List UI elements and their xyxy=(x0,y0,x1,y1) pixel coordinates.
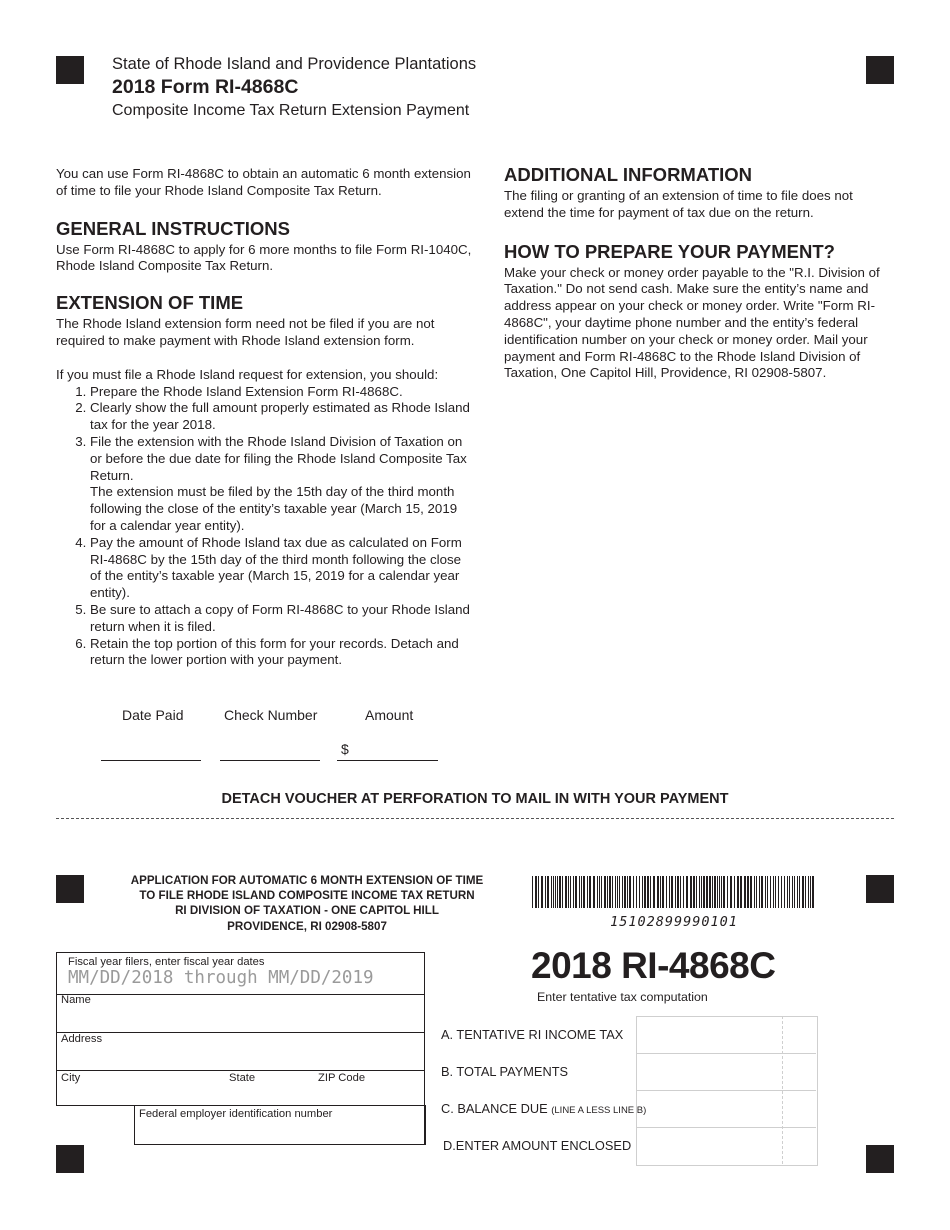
application-title-line: RI DIVISION OF TAXATION - ONE CAPITOL HILL xyxy=(175,904,439,918)
extension-of-time-text: The Rhode Island extension form need not be filed if you are not required to make payment with Rhode Island extension form. xyxy=(56,316,435,348)
barcode-bar xyxy=(551,876,552,908)
payment-heading: HOW TO PREPARE YOUR PAYMENT? xyxy=(504,240,835,262)
step-text: File the extension with the Rhode Island Division of Taxation on or before the due date for filing the Rhode Island Composite Tax Return. xyxy=(90,433,467,483)
general-instructions-text: Use Form RI-4868C to apply for 6 more months to file Form RI-1040C, Rhode Island Composite Tax Return. xyxy=(56,241,472,274)
barcode-bar xyxy=(799,876,800,908)
barcode-bar xyxy=(717,876,718,908)
barcode-bar xyxy=(775,876,776,908)
barcode-bar xyxy=(669,876,670,908)
barcode-bar xyxy=(581,876,582,908)
barcode-bar xyxy=(693,876,695,908)
line-d-label: D.ENTER AMOUNT ENCLOSED xyxy=(443,1138,632,1153)
amount-label: Amount xyxy=(365,707,414,723)
barcode-bar xyxy=(730,876,732,908)
barcode-bar xyxy=(675,876,676,908)
barcode-bar xyxy=(629,876,631,908)
barcode-bar xyxy=(627,876,628,908)
zip-code-label: ZIP Code xyxy=(318,1072,366,1084)
barcode-bar xyxy=(737,876,739,908)
barcode-bar xyxy=(535,876,537,908)
barcode-bar xyxy=(756,876,757,908)
barcode-bar xyxy=(750,876,752,908)
barcode-bar xyxy=(747,876,749,908)
barcode-bar xyxy=(696,876,697,908)
barcode-bar xyxy=(810,876,811,908)
zip-code-field[interactable] xyxy=(314,1085,422,1104)
barcode-bar xyxy=(538,876,539,908)
city-label: City xyxy=(61,1072,81,1084)
general-instructions-heading: GENERAL INSTRUCTIONS xyxy=(56,217,291,239)
barcode-bar xyxy=(547,876,549,908)
barcode-bar xyxy=(686,876,688,908)
barcode-bar xyxy=(662,876,664,908)
application-title xyxy=(98,873,516,934)
fiscal-year-label: Fiscal year filers, enter fiscal year dates xyxy=(68,956,265,968)
step-note: The extension must be filed by the 15th day of the third month following the close of the entity’s taxable year (March 15, 2019 for a calendar year entity). xyxy=(90,484,458,533)
barcode-bar xyxy=(792,876,793,908)
barcode-number: 15102899990101 xyxy=(610,914,738,930)
barcode-bar xyxy=(690,876,692,908)
barcode-bar xyxy=(647,876,649,908)
name-field[interactable] xyxy=(57,1007,423,1031)
barcode-bar xyxy=(703,876,705,908)
state-name: State of Rhode Island and Providence Plantations xyxy=(112,55,477,73)
barcode-bar xyxy=(562,876,563,908)
fein-label: Federal employer identification number xyxy=(139,1108,333,1120)
barcode-bar xyxy=(734,876,735,908)
barcode-bar xyxy=(565,876,567,908)
line-a-input[interactable] xyxy=(637,1017,782,1053)
barcode-bar xyxy=(597,876,598,908)
barcode-bar xyxy=(583,876,585,908)
barcode-bar xyxy=(575,876,577,908)
application-title-line: TO FILE RHODE ISLAND COMPOSITE INCOME TAX RETURN xyxy=(139,889,475,903)
city-field[interactable] xyxy=(57,1085,217,1104)
instructions-right-column xyxy=(504,164,896,382)
application-title-line: APPLICATION FOR AUTOMATIC 6 MONTH EXTENSION OF TIME xyxy=(130,874,484,887)
barcode-bar xyxy=(633,876,634,908)
registration-mark xyxy=(56,1145,84,1173)
barcode-bar xyxy=(604,876,606,908)
barcode-bar xyxy=(642,876,643,908)
steps-intro: If you must file a Rhode Island request for extension, you should: xyxy=(56,366,439,382)
barcode-bar xyxy=(714,876,716,908)
barcode-bar xyxy=(794,876,795,908)
line-b-input[interactable] xyxy=(637,1054,782,1090)
barcode-bar xyxy=(599,876,600,908)
barcode-bar xyxy=(699,876,700,908)
barcode-bar xyxy=(781,876,782,908)
address-field[interactable] xyxy=(57,1046,423,1069)
barcode-bar xyxy=(773,876,774,908)
list-item: 1. Prepare the Rhode Island Extension Form RI-4868C. xyxy=(90,384,472,401)
perforation-line xyxy=(56,818,894,819)
amount-field[interactable] xyxy=(337,760,438,761)
barcode-bar xyxy=(636,876,637,908)
barcode-bar xyxy=(573,876,574,908)
barcode-bar xyxy=(607,876,608,908)
barcode-bar xyxy=(589,876,591,908)
barcode-bar xyxy=(568,876,569,908)
date-paid-field[interactable] xyxy=(101,760,201,761)
barcode-bar xyxy=(615,876,616,908)
barcode-bar xyxy=(619,876,620,908)
fiscal-year-input[interactable]: MM/DD/2018 through MM/DD/2019 xyxy=(68,968,374,988)
registration-mark xyxy=(56,875,84,903)
form-subtitle: Composite Income Tax Return Extension Payment xyxy=(112,102,470,119)
divider xyxy=(56,1032,425,1033)
list-item: 2. Clearly show the full amount properly estimated as Rhode Island tax for the year 2018. xyxy=(90,400,472,434)
barcode-bar xyxy=(657,876,659,908)
intro-text: You can use Form RI-4868C to obtain an automatic 6 month extension of time to file your Rhode Island Composite Tax Return. xyxy=(56,166,471,198)
registration-mark xyxy=(56,56,84,84)
voucher-subtitle: Enter tentative tax computation xyxy=(537,990,708,1004)
barcode-bar xyxy=(622,876,623,908)
list-item: 6. Retain the top portion of this form for your records. Detach and return the lower portion with your payment. xyxy=(90,636,472,670)
line-d-input[interactable] xyxy=(637,1128,782,1164)
barcode-bar xyxy=(721,876,722,908)
barcode-bar xyxy=(744,876,746,908)
barcode-bar xyxy=(677,876,679,908)
barcode-bar xyxy=(805,876,806,908)
general-instructions-section xyxy=(56,218,472,276)
address-label: Address xyxy=(61,1033,103,1045)
barcode-bar xyxy=(712,876,713,908)
barcode-bar xyxy=(557,876,558,908)
barcode xyxy=(531,876,817,908)
voucher-title: 2018 RI-4868C xyxy=(531,945,776,986)
line-c-text: C. BALANCE DUE xyxy=(441,1101,548,1116)
barcode-bar xyxy=(701,876,702,908)
instructions-left-column xyxy=(56,166,472,669)
registration-mark xyxy=(866,875,894,903)
payment-text: Make your check or money order payable to the "R.I. Division of Taxation." Do not send cash. Make sure the entity’s name and address appear on your check or money order. Write "Form RI-4868C", your daytime phone number and the entity’s federal identification number on your check or money order. Mail your payment and Form RI-4868C to the Rhode Island Division of Taxation, One Capitol Hill, Providence, RI 02908-5807. xyxy=(504,264,880,381)
line-c-label xyxy=(441,1101,646,1116)
barcode-bar xyxy=(644,876,646,908)
check-number-field[interactable] xyxy=(220,760,320,761)
barcode-bar xyxy=(587,876,588,908)
barcode-bar xyxy=(812,876,814,908)
barcode-bar xyxy=(650,876,651,908)
barcode-bar xyxy=(653,876,655,908)
barcode-bar xyxy=(797,876,798,908)
barcode-bar xyxy=(759,876,760,908)
barcode-bar xyxy=(609,876,611,908)
barcode-bar xyxy=(680,876,681,908)
steps-list xyxy=(56,384,472,670)
barcode-bar xyxy=(666,876,667,908)
barcode-bar xyxy=(545,876,546,908)
list-item xyxy=(90,434,472,535)
barcode-bar xyxy=(789,876,790,908)
barcode-bar xyxy=(727,876,728,908)
date-paid-label: Date Paid xyxy=(122,707,184,723)
barcode-bar xyxy=(570,876,571,908)
barcode-bar xyxy=(553,876,554,908)
barcode-bar xyxy=(671,876,673,908)
extension-of-time-section xyxy=(56,292,472,350)
line-c-input[interactable] xyxy=(637,1091,782,1127)
barcode-bar xyxy=(754,876,755,908)
line-a-label: A. TENTATIVE RI INCOME TAX xyxy=(441,1027,624,1042)
barcode-bar xyxy=(787,876,788,908)
dollar-sign: $ xyxy=(341,741,349,757)
barcode-bar xyxy=(593,876,595,908)
barcode-bar xyxy=(639,876,640,908)
check-number-label: Check Number xyxy=(224,707,318,723)
divider xyxy=(56,1070,425,1071)
barcode-bar xyxy=(601,876,602,908)
registration-mark xyxy=(866,1145,894,1173)
barcode-bar xyxy=(765,876,766,908)
barcode-bar xyxy=(723,876,725,908)
line-c-note: (LINE A LESS LINE B) xyxy=(551,1105,647,1116)
barcode-bar xyxy=(770,876,771,908)
barcode-bar xyxy=(532,876,533,908)
additional-information-text: The filing or granting of an extension of time to file does not extend the time for payment of tax due on the return. xyxy=(504,188,853,220)
extension-of-time-heading: EXTENSION OF TIME xyxy=(56,292,244,314)
barcode-bar xyxy=(683,876,684,908)
barcode-bar xyxy=(579,876,580,908)
payment-section xyxy=(504,241,896,383)
barcode-bar xyxy=(767,876,768,908)
state-label: State xyxy=(229,1072,256,1084)
barcode-bar xyxy=(559,876,561,908)
barcode-bar xyxy=(612,876,613,908)
barcode-bar xyxy=(802,876,804,908)
barcode-bar xyxy=(624,876,626,908)
barcode-bar xyxy=(660,876,661,908)
barcode-bar xyxy=(719,876,720,908)
additional-information-heading: ADDITIONAL INFORMATION xyxy=(504,164,753,185)
state-field[interactable] xyxy=(225,1085,305,1104)
cents-divider xyxy=(782,1016,783,1164)
list-item: 5. Be sure to attach a copy of Form RI-4868C to your Rhode Island return when it is filed. xyxy=(90,602,472,636)
barcode-bar xyxy=(761,876,763,908)
additional-information-section xyxy=(504,164,896,222)
name-label: Name xyxy=(61,994,91,1006)
form-title: 2018 Form RI-4868C xyxy=(112,76,299,98)
barcode-bar xyxy=(778,876,779,908)
registration-mark xyxy=(866,56,894,84)
detach-instruction: DETACH VOUCHER AT PERFORATION TO MAIL IN WITH YOUR PAYMENT xyxy=(221,791,729,807)
barcode-bar xyxy=(784,876,785,908)
barcode-bar xyxy=(617,876,618,908)
barcode-bar xyxy=(808,876,809,908)
application-title-line: PROVIDENCE, RI 02908-5807 xyxy=(227,919,387,933)
list-item: 4. Pay the amount of Rhode Island tax due as calculated on Form RI-4868C by the 15th day of the third month following the close of the entity’s taxable year (March 15, 2019 for a calendar year entity). xyxy=(90,535,472,602)
barcode-bar xyxy=(555,876,556,908)
barcode-bar xyxy=(740,876,742,908)
barcode-bar xyxy=(709,876,711,908)
barcode-bar xyxy=(706,876,708,908)
line-b-label: B. TOTAL PAYMENTS xyxy=(441,1064,569,1079)
barcode-bar xyxy=(541,876,543,908)
